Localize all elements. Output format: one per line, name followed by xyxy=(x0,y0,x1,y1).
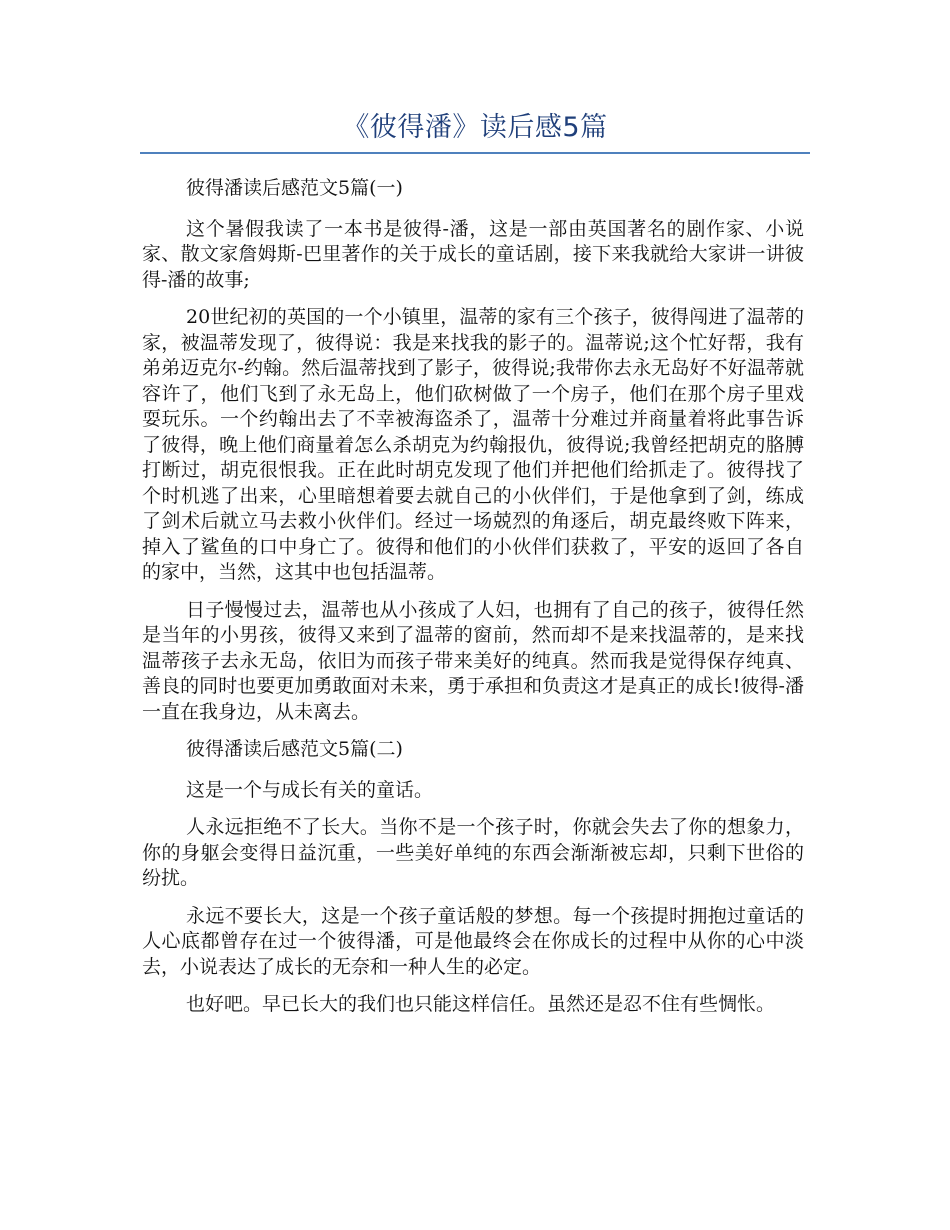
page-title: 《彼得潘》读后感5篇 xyxy=(342,112,608,143)
paragraph: 也好吧。早已长大的我们也只能这样信任。虽然还是忍不住有些惆怅。 xyxy=(186,993,776,1015)
paragraph: 20世纪初的英国的一个小镇里，温蒂的家有三个孩子，彼得闯进了温蒂的家，被温蒂发现了，彼得说：我是来找我的影子的。温蒂说;这个忙好帮，我有弟弟迈克尔-约翰。然后温蒂找到了影子，彼得说;我带你去永无岛好不好温蒂就容许了，他们飞到了永无岛上，他们砍树做了一个房子，他们在那个房子里戏耍玩乐。一个约翰出去了不幸被海盗杀了，温蒂十分难过并商量着将此事告诉了彼得，晚上他们商量着怎么杀胡克为约翰报仇，彼得说;我曾经把胡克的胳膊打断过，胡克很恨我。正在此时胡克发现了他们并把他们给抓走了。彼得找了个时机逃了出来，心里暗想着要去就自己的小伙伴们，于是他拿到了剑，练成了剑术后就立马去救小伙伴们。经过一场兢烈的角逐后，胡克最终败下阵来，掉入了鲨鱼的口中身亡了。彼得和他们的小伙伴们获救了，平安的返回了各自的家中，当然，这其中也包括温蒂。 xyxy=(142,306,804,583)
paragraph: 日子慢慢过去，温蒂也从小孩成了人妇，也拥有了自己的孩子，彼得任然是当年的小男孩，彼得又来到了温蒂的窗前，然而却不是来找温蒂的，是来找温蒂孩子去永无岛，依旧为而孩子带来美好的纯真。然而我是觉得保存纯真、善良的同时也要更加勇敢面对未来，勇于承担和负责这才是真正的成长!彼得-潘一直在我身边，从未离去。 xyxy=(142,598,804,723)
section-heading-2: 彼得潘读后感范文5篇(二) xyxy=(186,738,403,760)
document-body xyxy=(142,176,804,1030)
section-heading-1: 彼得潘读后感范文5篇(一) xyxy=(186,177,403,199)
title-underline xyxy=(140,152,810,154)
paragraph: 永远不要长大，这是一个孩子童话般的梦想。每一个孩提时拥抱过童话的人心底都曾存在过一个彼得潘，可是他最终会在你成长的过程中从你的心中淡去，小说表达了成长的无奈和一种人生的必定。 xyxy=(142,904,804,978)
paragraph: 这是一个与成长有关的童话。 xyxy=(186,778,434,801)
paragraph: 人永远拒绝不了长大。当你不是一个孩子时，你就会失去了你的想象力，你的身躯会变得日益沉重，一些美好单纯的东西会渐渐被忘却，只剩下世俗的纷扰。 xyxy=(142,816,804,889)
paragraph: 这个暑假我读了一本书是彼得-潘，这是一部由英国著名的剧作家、小说家、散文家詹姆斯-巴里著作的关于成长的童话剧，接下来我就给大家讲一讲彼得-潘的故事; xyxy=(142,217,804,291)
